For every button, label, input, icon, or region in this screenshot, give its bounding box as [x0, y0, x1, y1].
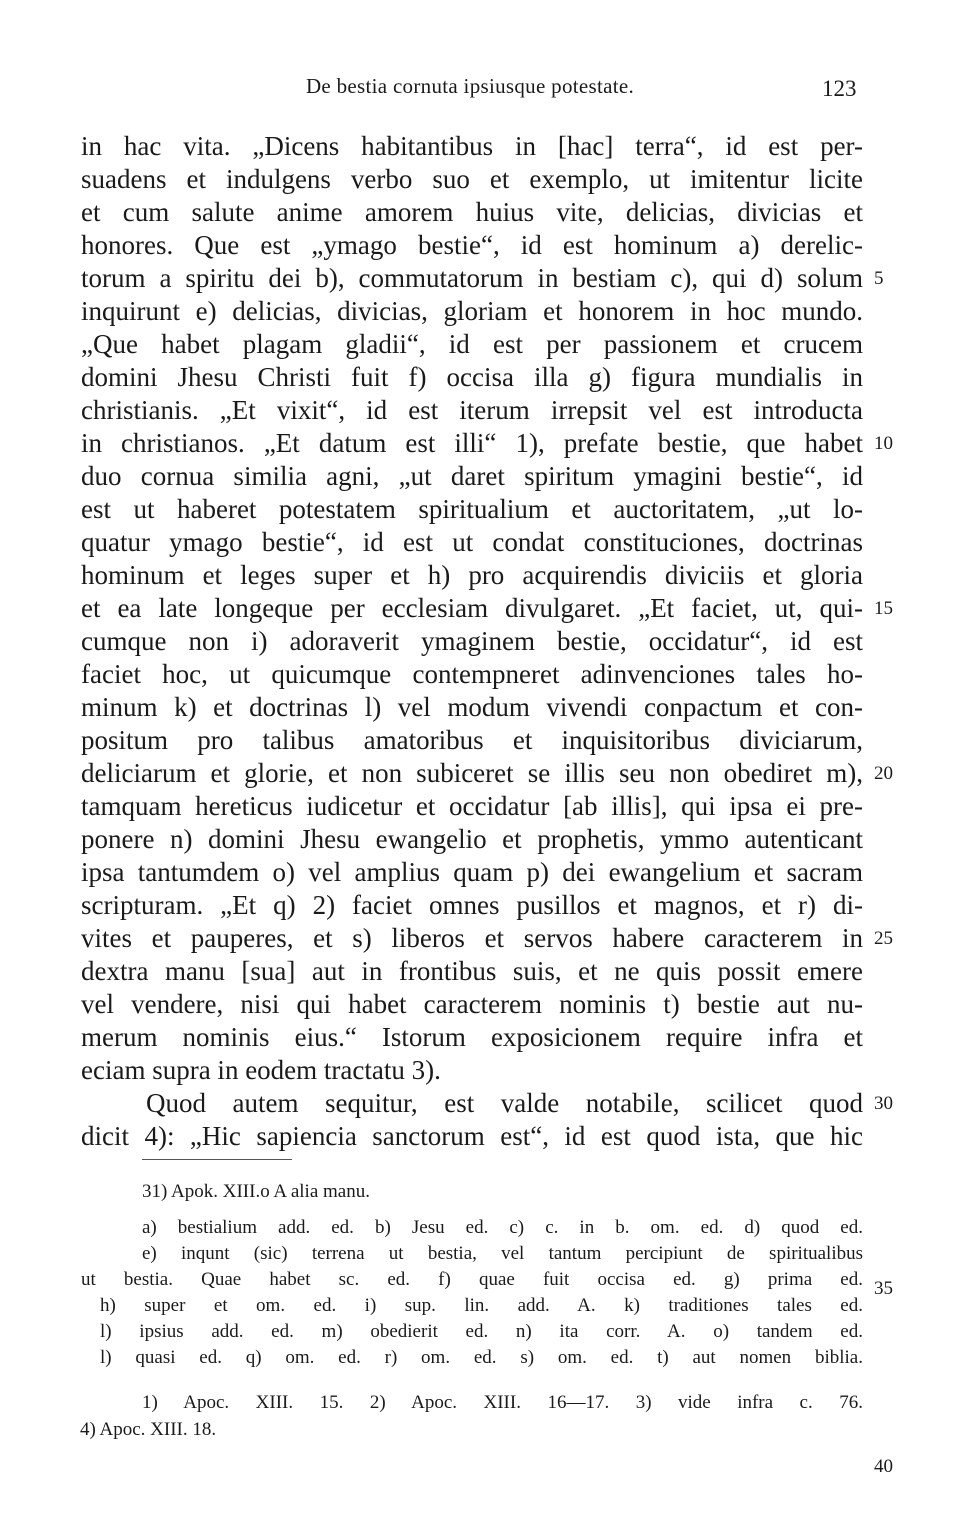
- apparatus-line: ut bestia. Quae habet sc. ed. f) quae fuit occisa ed. g) prima ed.: [81, 1269, 863, 1290]
- line-number: 15: [874, 598, 893, 619]
- text-line: positum pro talibus amatoribus et inquisitoribus diviciarum,: [81, 725, 863, 755]
- line-number: 10: [874, 433, 893, 454]
- text-line: ipsa tantumdem o) vel amplius quam p) dei ewangelium et sacram: [81, 857, 863, 887]
- text-line: et cum salute anime amorem huius vite, delicias, divicias et: [81, 197, 863, 227]
- running-title: De bestia cornuta ipsiusque potestate.: [305, 74, 635, 98]
- reference-line: 4) Apoc. XIII. 18.: [80, 1419, 217, 1440]
- text-line: in hac vita. „Dicens habitantibus in [hac] terra“, id est per-: [81, 131, 863, 161]
- text-line: et ea late longeque per ecclesiam divulgaret. „Et faciet, ut, qui-: [81, 593, 863, 623]
- line-number: 20: [874, 763, 893, 784]
- apparatus-line: e) inqunt (sic) terrena ut bestia, vel tantum percipiunt de spiritualibus: [142, 1243, 863, 1264]
- line-number: 25: [874, 928, 893, 949]
- text-line: in christianos. „Et datum est illi“ 1), prefate bestie, que habet: [81, 428, 863, 458]
- text-line: „Que habet plagam gladii“, id est per passionem et crucem: [81, 329, 863, 359]
- footnote-separator: [142, 1159, 292, 1160]
- text-line: tamquam hereticus iudicetur et occidatur [ab illis], qui ipsa ei pre-: [81, 791, 863, 821]
- apparatus-line: h) super et om. ed. i) sup. lin. add. A. k) traditiones tales ed.: [100, 1295, 863, 1316]
- page-number: 123: [822, 76, 857, 101]
- text-line: torum a spiritu dei b), commutatorum in bestiam c), qui d) solum: [81, 263, 863, 293]
- paragraph-first-line: Quod autem sequitur, est valde notabile, scilicet quod: [146, 1088, 863, 1118]
- text-line: domini Jhesu Christi fuit f) occisa illa g) figura mundialis in: [81, 362, 863, 392]
- text-line: cumque non i) adoraverit ymaginem bestie, occidatur“, id est: [81, 626, 863, 656]
- apparatus-line: a) bestialium add. ed. b) Jesu ed. c) c. in b. om. ed. d) quod ed.: [142, 1217, 863, 1238]
- text-line: vites et pauperes, et s) liberos et servos habere caracterem in: [81, 923, 863, 953]
- line-number: 5: [874, 268, 884, 289]
- text-line: hominum et leges super et h) pro acquirendis diviciis et gloria: [81, 560, 863, 590]
- text-line: eciam supra in eodem tractatu 3).: [81, 1055, 441, 1085]
- text-line: minum k) et doctrinas l) vel modum vivendi conpactum et con-: [81, 692, 863, 722]
- apparatus-line: l) ipsius add. ed. m) obedierit ed. n) ita corr. A. o) tandem ed.: [100, 1321, 863, 1342]
- text-line: ponere n) domini Jhesu ewangelio et prophetis, ymmo autenticant: [81, 824, 863, 854]
- reference-line: 1) Apoc. XIII. 15. 2) Apoc. XIII. 16—17. 3) vide infra c. 76.: [142, 1392, 863, 1413]
- text-line: quatur ymago bestie“, id est ut condat constituciones, doctrinas: [81, 527, 863, 557]
- line-number: 40: [874, 1456, 893, 1477]
- text-line: est ut haberet potestatem spiritualium et auctoritatem, „ut lo-: [81, 494, 863, 524]
- text-line: vel vendere, nisi qui habet caracterem nominis t) bestie aut nu-: [81, 989, 863, 1019]
- text-line: dextra manu [sua] aut in frontibus suis, et ne quis possit emere: [81, 956, 863, 986]
- text-line: inquirunt e) delicias, divicias, gloriam et honorem in hoc mundo.: [81, 296, 863, 326]
- text-line: faciet hoc, ut quicumque contempneret adinvenciones tales ho-: [81, 659, 863, 689]
- text-line: deliciarum et glorie, et non subiceret se illis seu non obediret m),: [81, 758, 863, 788]
- text-line: christianis. „Et vixit“, id est iterum irrepsit vel est introducta: [81, 395, 863, 425]
- text-line: dicit 4): „Hic sapiencia sanctorum est“, id est quod ista, que hic: [81, 1121, 863, 1151]
- text-line: duo cornua similia agni, „ut daret spiritum ymagini bestie“, id: [81, 461, 863, 491]
- source-note: 31) Apok. XIII.o A alia manu.: [142, 1181, 370, 1202]
- text-line: scripturam. „Et q) 2) faciet omnes pusillos et magnos, et r) di-: [81, 890, 863, 920]
- text-line: suadens et indulgens verbo suo et exemplo, ut imitentur licite: [81, 164, 863, 194]
- line-number: 30: [874, 1093, 893, 1114]
- line-number: 35: [874, 1278, 893, 1299]
- text-line: honores. Que est „ymago bestie“, id est hominum a) derelic-: [81, 230, 863, 260]
- text-line: merum nominis eius.“ Istorum exposicionem require infra et: [81, 1022, 863, 1052]
- apparatus-line: l) quasi ed. q) om. ed. r) om. ed. s) om. ed. t) aut nomen biblia.: [100, 1347, 863, 1368]
